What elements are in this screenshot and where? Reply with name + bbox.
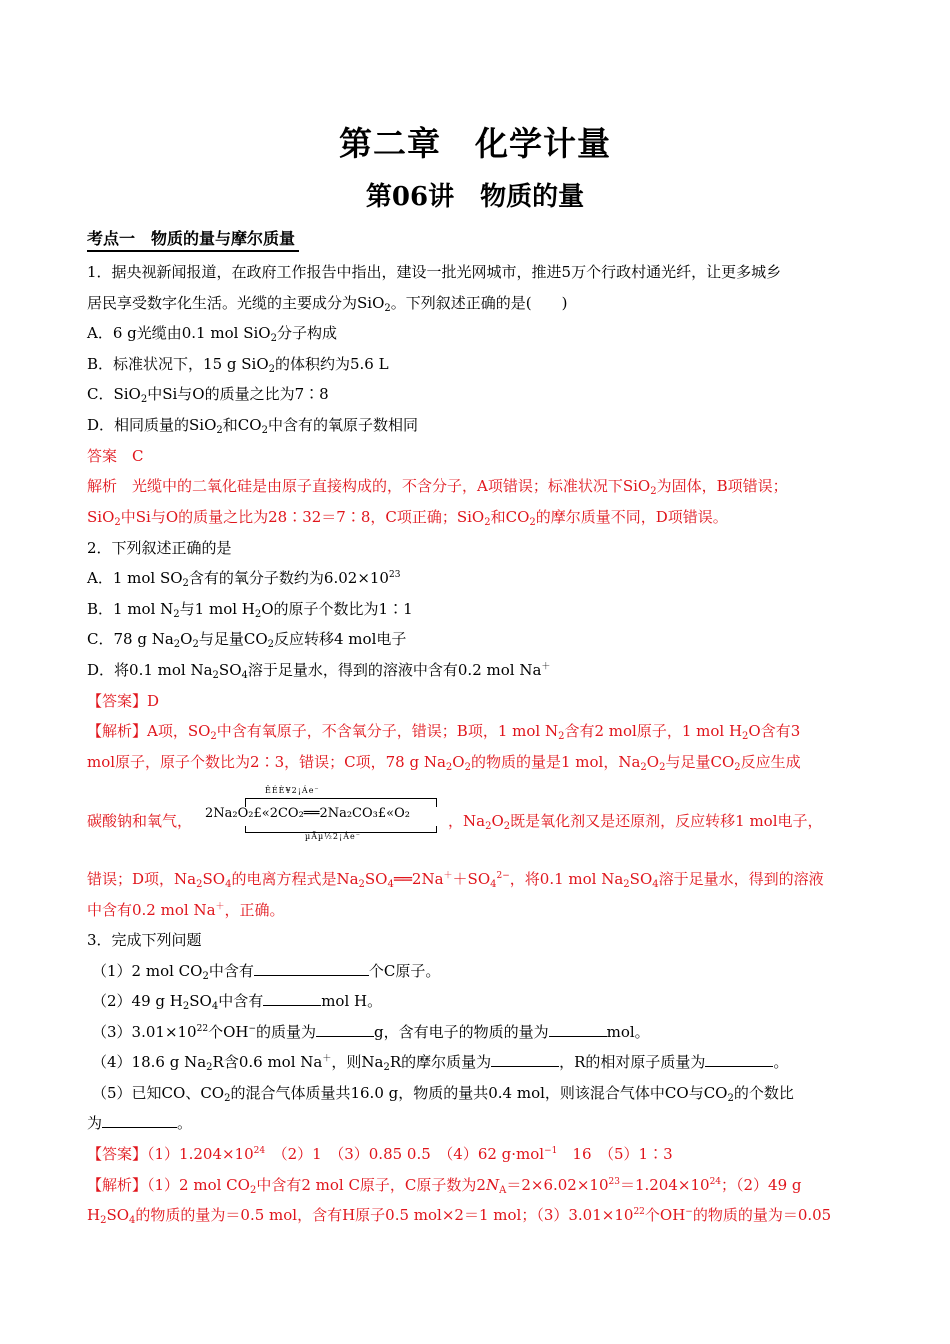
q3-stem: 3．完成下列问题 <box>87 931 202 949</box>
q2-explanation-line1: 【解析】A项，$SO_2$中含有氧原子，不含氧分子，错误；B项，1 mol $N_2$含有2 mol原子，1 mol $H_2O$含有3 <box>87 722 801 742</box>
answer-blank[interactable] <box>102 1112 177 1128</box>
equation-top-label: ÊÉÈ¥2¡Áe⁻ <box>265 786 320 795</box>
q2-explanation-line4: 错误；D项，$Na_2SO_4$的电离方程式是$Na_2SO_4══2Na^++SO_4^{2-}$，将0.1 mol $Na_2SO_4$溶于足量水，得到的溶液 <box>87 870 824 890</box>
q3-part4: （4）18.6 g $Na_2R$含0.6 mol Na＋，则$Na_2R$的摩尔质量为 ，R的相对原子质量为 。 <box>92 1053 789 1073</box>
q2-stem: 2．下列叙述正确的是 <box>87 539 232 557</box>
q1-stem-line1: 1．据央视新闻报道，在政府工作报告中指出，建设一批光网城市，推进5万个行政村通光纤，让更多城乡 <box>87 263 782 281</box>
q3-part2: （2）49 g $H_2SO_4$中含有 mol H。 <box>92 992 383 1012</box>
answer-blank[interactable] <box>263 990 321 1006</box>
answer-blank[interactable] <box>316 1021 374 1037</box>
q3-explanation-line2: $H_2SO_4$的物质的量为＝0.5 mol，含有H原子0.5 mol×2＝1 mol；$(3)3.01\times 10^{22}$个OH−的物质的量为＝0.05 <box>87 1206 832 1226</box>
chapter-title: 第二章 化学计量 <box>339 124 611 163</box>
answer-blank[interactable] <box>549 1021 607 1037</box>
q2-explanation-line3-start: 碳酸钠和氧气， <box>87 812 193 830</box>
answer-blank[interactable] <box>491 1051 559 1067</box>
q2-explanation-line2: mol原子，原子个数比为2∶3，错误；C项，78 g $Na_2O_2$的物质的量是1 mol，$Na_2O_2$与足量$CO_2$反应生成 <box>87 753 801 773</box>
q2-option-c: C．78 g $Na_2O_2$与足量$CO_2$反应转移4 mol电子 <box>87 630 407 650</box>
answer-blank[interactable] <box>705 1051 773 1067</box>
answer-blank[interactable] <box>254 960 369 976</box>
q2-answer: 【答案】D <box>87 692 160 710</box>
q2-option-b: B．1 mol $N_2$与1 mol $H_2O$的原子个数比为1∶1 <box>87 600 413 620</box>
q2-option-d: D．将0.1 mol $Na_2SO_4$溶于足量水，得到的溶液中含有0.2 mol Na＋ <box>87 661 551 681</box>
q2-option-a: A．1 mol $SO_2$含有的氧分子数约为$6.02\times 10^{23}$ <box>87 569 401 589</box>
lesson-title: 第06讲 物质的量 <box>365 182 585 212</box>
equation-bottom-label: µÃµ½2¡Áe⁻ <box>305 832 361 841</box>
q3-part1: （1）2 mol $CO_2$中含有 个C原子。 <box>92 962 441 982</box>
q1-explanation-line2: SiO$_2$中Si与O的质量之比为28∶32＝7∶8，C项正确；SiO$_2$和$CO_2$的摩尔质量不同，D项错误。 <box>87 508 728 528</box>
q3-part5-line1: （5）已知CO、$CO_2$的混合气体质量共16.0 g，物质的量共0.4 mol，则该混合气体中CO与$CO_2$的个数比 <box>92 1084 794 1104</box>
q1-explanation-line1: 解析 光缆中的二氧化硅是由原子直接构成的，不含分子，A项错误；标准状况下SiO$_2$为固体，B项错误； <box>87 477 788 497</box>
q1-option-b: B．标准状况下，15 g SiO$_2$的体积约为5.6 L <box>87 355 389 375</box>
section-heading: 考点一 物质的量与摩尔质量 <box>87 228 299 252</box>
q1-option-c: C．SiO$_2$中Si与O的质量之比为7∶8 <box>87 385 329 405</box>
q1-option-d: D．相同质量的SiO$_2$和$CO_2$中含有的氧原子数相同 <box>87 416 418 436</box>
q1-stem-line2: 居民享受数字化生活。光缆的主要成分为SiO$_2$。下列叙述正确的是( ) <box>87 294 568 314</box>
q3-part3: $(3)3.01\times 10^{22}$个OH−的质量为 g，含有电子的物质的量为 mol。 <box>92 1023 650 1041</box>
q1-option-a: A．6 g光缆由0.1 mol SiO$_2$分子构成 <box>87 324 337 344</box>
electron-transfer-equation <box>205 786 445 846</box>
q3-answer: 【答案】$(1)1.204\times 10^{24}$ （2）1 （3）0.85 0.5 （4）62 g·mol$^{-1}$ 16 （5）1∶3 <box>87 1145 673 1163</box>
q3-part5-line2: 为 。 <box>87 1114 193 1132</box>
q2-explanation-line5: 中含有0.2 mol Na＋，正确。 <box>87 901 285 919</box>
q1-answer: 答案 C <box>87 447 144 465</box>
q3-explanation-line1: 【解析】（1）2 mol $CO_2$中含有2 mol C原子，C原子数为$2N_A=2\times 6.02\times 10^{23}=1.204\times 10^{24}$；（2）49 g <box>87 1176 802 1196</box>
equation-main: 2Na₂O₂£«2CO₂══2Na₂CO₃£«O₂ <box>205 806 410 821</box>
q2-explanation-line3-end: ，$Na_2O_2$既是氧化剂又是还原剂，反应转移1 mol电子， <box>448 812 823 832</box>
